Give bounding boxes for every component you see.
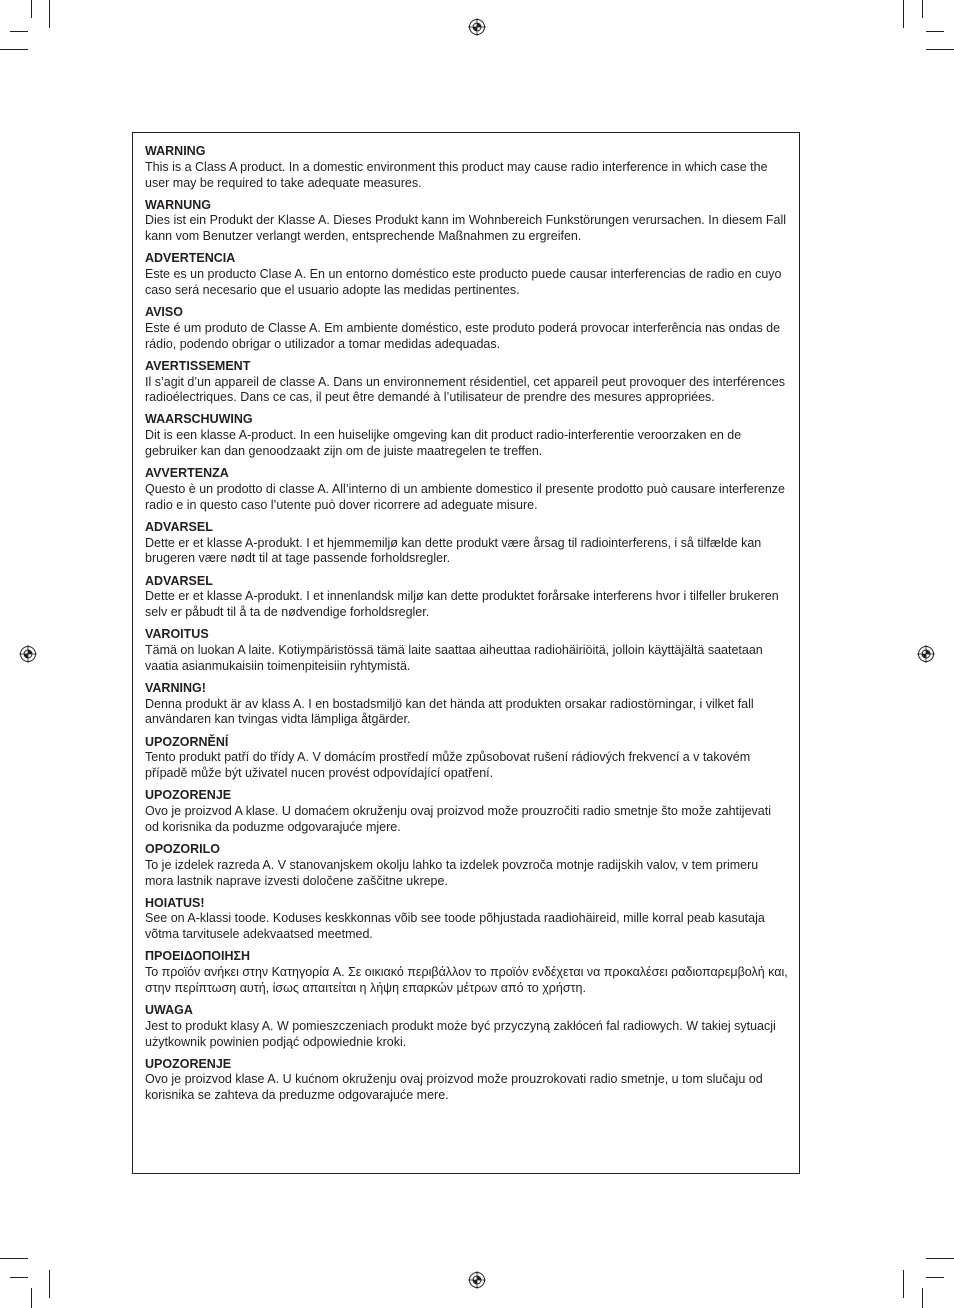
notice-da (145, 520, 788, 567)
notice-heading: UWAGA (145, 1003, 193, 1017)
notice-body: Ovo je proizvod klase A. U kućnom okruženju ovaj proizvod može prouzrokovati radio smetnje, u tom slučaju od korisnika se zahteva da preduzme odgovarajuće mere. (145, 1072, 763, 1103)
crop-mark-icon (49, 0, 50, 28)
notice-heading: ADVARSEL (145, 573, 213, 588)
notice-sv (145, 681, 788, 728)
notice-body: Este es un producto Clase A. En un entorno doméstico este producto puede causar interferencias de radio en cuyo caso será necesario que el usuario adopte las medidas pertinentes. (145, 267, 782, 297)
notice-body: Το προϊόν ανήκει στην Κατηγορία A. Σε οικιακό περιβάλλον το προϊόν ενδέχεται να προκαλέσει ραδιοπαρεμβολή και, στην περίπτωση αυτή, ίσως απαιτείται η λήψη επαρκών μέτρων από το χρήστη. (145, 965, 788, 995)
notice-heading: AVVERTENZA (145, 466, 229, 481)
crop-mark-icon (903, 0, 904, 28)
crop-mark-icon (926, 31, 944, 32)
notice-et (145, 896, 788, 943)
notice-body: To je izdelek razreda A. V stanovanjskem okolju lahko ta izdelek povzroča motnje radijskih valov, v tem primeru mora lastnik naprave izvesti določene zaščitne ukrepe. (145, 857, 759, 888)
notice-body: Dette er et klasse A-produkt. I et innenlandsk miljø kan dette produktet forårsake interferens hvor i tilfeller brukeren selv er påbudt til å ta de nødvendige forholdsregler. (145, 589, 779, 620)
registration-mark-icon (917, 645, 935, 663)
crop-mark-icon (10, 1277, 28, 1278)
notice-it (145, 466, 788, 513)
notice-heading: WARNUNG (145, 197, 211, 212)
notice-heading: VARNING! (145, 680, 206, 695)
crop-mark-icon (926, 49, 954, 50)
notice-el (145, 949, 788, 996)
crop-mark-icon (926, 1258, 954, 1259)
crop-mark-icon (49, 1270, 50, 1298)
notice-body: Ovo je proizvod A klase. U domaćem okruženju ovaj proizvod može prouzročiti radio smetnje što može zahtijevati od korisnika da poduzme odgovarajuće mjere. (145, 804, 771, 834)
crop-mark-icon (922, 0, 923, 18)
notice-heading: ADVERTENCIA (145, 251, 236, 266)
notice-heading: OPOZORILO (145, 841, 220, 856)
notice-heading: ADVARSEL (145, 519, 213, 534)
notice-body: Jest to produkt klasy A. W pomieszczeniach produkt może być przyczyną zakłóceń fal radiowych. W takiej sytuacji użytkownik powinien podjąć odpowiednie kroki. (145, 1018, 776, 1049)
notice-heading: UPOZORENJE (145, 788, 232, 803)
notice-heading: WAARSCHUWING (145, 412, 253, 427)
crop-mark-icon (0, 49, 28, 50)
notice-pl (145, 1003, 788, 1050)
notice-body: Este é um produto de Classe A. Em ambiente doméstico, este produto poderá provocar interferência nas ondas de rádio, podendo obrigar o utilizador a tomar medidas adequadas. (145, 320, 781, 351)
notice-heading: WARNING (145, 144, 206, 158)
notice-heading: AVISO (145, 305, 183, 320)
notice-no (145, 574, 788, 621)
crop-mark-icon (31, 0, 32, 18)
notice-pt (145, 305, 788, 352)
notice-heading: VAROITUS (145, 627, 209, 642)
crop-mark-icon (0, 1258, 28, 1259)
notice-heading: HOIATUS! (145, 895, 205, 910)
registration-mark-icon (468, 18, 486, 36)
notice-body: Il s’agit d’un appareil de classe A. Dans un environnement résidentiel, cet appareil peut provoquer des interférences radioélectriques. Dans ce cas, il peut être demandé à l’utilisateur de prendre des mesures appropriées. (145, 374, 785, 405)
notice-cs (145, 735, 788, 782)
crop-mark-icon (903, 1270, 904, 1298)
notice-body: Tento produkt patří do třídy A. V domácím prostředí může způsobovat rušení rádiových frekvencí a v takovém případě může být uživatel nucen provést odpovídající opatření. (145, 750, 751, 781)
notice-heading: AVERTISSEMENT (145, 358, 251, 373)
notice-body: Dette er et klasse A-produkt. I et hjemmemiljø kan dette produkt være årsag til radiointerferens, i så tilfælde kan brugeren være nødt til at tage passende forholdsregler. (145, 535, 762, 566)
notice-body: Tämä on luokan A laite. Kotiympäristössä tämä laite saattaa aiheuttaa radiohäiriöitä, jolloin käyttäjältä saatetaan vaatia asianmukaisiin toimenpiteisiin ryhtymistä. (145, 642, 763, 673)
crop-mark-icon (922, 1288, 923, 1308)
crop-mark-icon (31, 1288, 32, 1308)
notice-en (145, 144, 788, 191)
notice-body: See on A-klassi toode. Koduses keskkonnas võib see toode põhjustada raadiohäireid, mille korral peab kasutaja võtma tarvitusele adekvaatsed meetmed. (145, 911, 765, 942)
notice-fr (145, 359, 788, 406)
notice-es (145, 251, 788, 298)
notice-nl (145, 412, 788, 459)
notice-heading: UPOZORENJE (145, 1056, 232, 1071)
notice-body: This is a Class A product. In a domestic environment this product may cause radio interference in which case the user may be required to take adequate measures. (145, 159, 768, 190)
notice-de (145, 198, 788, 245)
notice-body: Dit is een klasse A-product. In een huiselijke omgeving kan dit product radio-interferentie veroorzaken en de gebruiker kan dan genoodzaakt zijn om de juiste maatregelen te treffen. (145, 428, 742, 459)
notice-heading: ΠΡΟΕΙΔΟΠΟΙΗΣΗ (145, 949, 251, 964)
notice-fi (145, 627, 788, 674)
crop-mark-icon (926, 1277, 944, 1278)
warning-box (132, 132, 800, 1174)
registration-mark-icon (468, 1271, 486, 1289)
notice-sl (145, 842, 788, 889)
notice-hr (145, 788, 788, 835)
notice-body: Denna produkt är av klass A. I en bostadsmiljö kan det hända att produkten orsakar radiostörningar, i vilket fall användaren kan tvingas vidta lämpliga åtgärder. (145, 696, 754, 727)
notice-heading: UPOZORNĚNÍ (145, 734, 229, 749)
notice-sr (145, 1057, 788, 1104)
registration-mark-icon (19, 645, 37, 663)
notice-body: Dies ist ein Produkt der Klasse A. Dieses Produkt kann im Wohnbereich Funkstörungen verursachen. In diesem Fall kann vom Benutzer verlangt werden, entsprechende Maßnahmen zu ergreifen. (145, 213, 787, 244)
notice-body: Questo è un prodotto di classe A. All’interno di un ambiente domestico il presente prodotto può causare interferenze radio e in questo caso l’utente può dover ricorrere ad adeguate misure. (145, 481, 785, 512)
crop-mark-icon (10, 31, 28, 32)
